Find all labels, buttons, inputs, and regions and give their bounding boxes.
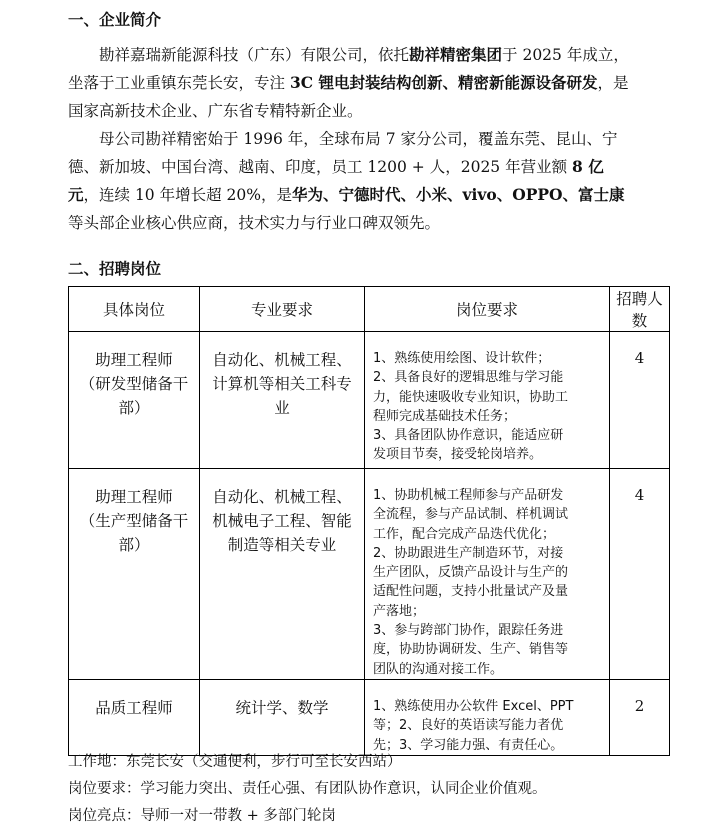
requirements-cell: 1、协助机械工程师参与产品研发 全流程，参与产品试制、样机调试 工作，配合完成产品迭代优化； 2、协助跟进生产制造环节，对接 生产团队，反馈产品设计与生产的 适配性问题，支持小批量试产及量 产落地； 3、参与跨部门协作，跟踪任务进 度，协助协调研发、生产、销售等 团队的沟通对接工作。: [365, 469, 610, 680]
major-cell: 自动化、机械工程、计算机等相关工科专业: [200, 332, 365, 469]
work-location: 工作地：东莞长安（交通便利，步行可至长安西站）: [68, 754, 402, 770]
job-highlights: 岗位亮点：导师一对一带教 + 多部门轮岗: [68, 808, 336, 824]
job-requirement-summary: 岗位要求：学习能力突出、责任心强、有团队协作意识，认同企业价值观。: [68, 781, 547, 797]
section-2-heading: 二、招聘岗位: [68, 260, 162, 278]
position-cell: 助理工程师 （生产型储备干部）: [69, 469, 200, 680]
table-row: [69, 469, 670, 680]
table-row: [69, 679, 670, 755]
major-cell: 统计学、数学: [200, 679, 365, 755]
position-cell: 品质工程师: [69, 679, 200, 755]
requirements-cell: 1、熟练使用办公软件 Excel、PPT 等；2、良好的英语读写能力者优 先；3、学习能力强、有责任心。: [365, 679, 610, 755]
header-position: 具体岗位: [69, 287, 200, 332]
header-count: 招聘人数: [610, 287, 670, 332]
count-cell: 4: [610, 332, 670, 469]
count-cell: 2: [610, 679, 670, 755]
company-intro-paragraph-2: 母公司勘祥精密始于 1996 年，全球布局 7 家分公司，覆盖东莞、昆山、宁德、新加坡、中国台湾、越南、印度，员工 1200 + 人，2025 年营业额 8 亿元，连续 10 年增长超 20%，是华为、宁德时代、小米、vivo、OPPO、富士康等头部企业核心供应商，技术实力与行业口碑双领先。: [68, 130, 625, 232]
requirements-cell: 1、熟练使用绘图、设计软件； 2、具备良好的逻辑思维与学习能 力，能快速吸收专业知识，协助工 程师完成基础技术任务； 3、具备团队协作意识，能适应研 发项目节奏，接受轮岗培养。: [365, 332, 610, 469]
header-requirements: 岗位要求: [365, 287, 610, 332]
company-intro-paragraph-1: 勘祥嘉瑞新能源科技（广东）有限公司，依托勘祥精密集团于 2025 年成立，坐落于工业重镇东莞长安，专注 3C 锂电封装结构创新、精密新能源设备研发，是国家高新技术企业、广东省专精特新企业。: [68, 45, 629, 120]
header-major: 专业要求: [200, 287, 365, 332]
table-header-row: [69, 287, 670, 332]
count-cell: 4: [610, 469, 670, 680]
major-cell: 自动化、机械工程、机械电子工程、智能制造等相关专业: [200, 469, 365, 680]
position-cell: 助理工程师 （研发型储备干部）: [69, 332, 200, 469]
recruitment-table: [68, 286, 670, 756]
table-row: [69, 332, 670, 469]
section-1-heading: 一、企业简介: [68, 11, 162, 29]
